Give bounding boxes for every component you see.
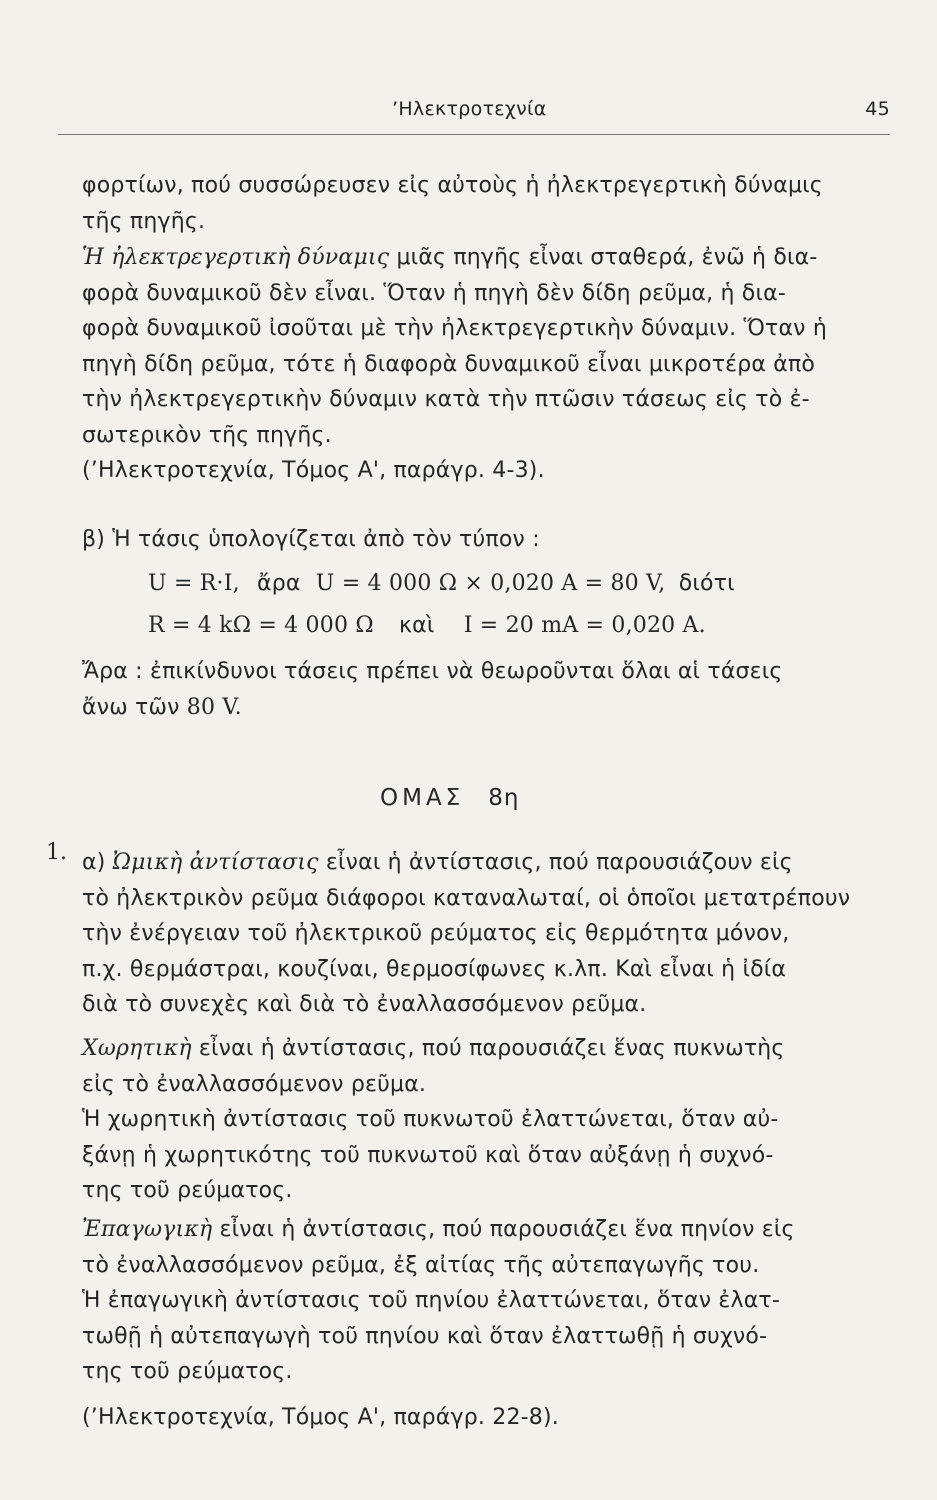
text-line: τὸ ἐναλλασσόμενον ρεῦμα, ἐξ αἰτίας τῆς αὐτεπαγωγῆς του. <box>82 1252 760 1278</box>
text-line: Ἡ ἐπαγωγικὴ ἀντίστασις τοῦ πηνίου ἐλαττώνεται, ὅταν ἐλατ- <box>82 1288 780 1313</box>
text-line: β) Ἡ τάσις ὑπολογίζεται ἀπὸ τὸν τύπον : <box>82 527 540 552</box>
term-ohmic: Ὠμικὴ ἀντίστασις <box>112 850 319 875</box>
group-heading <box>380 785 519 811</box>
word-and: καὶ <box>398 612 435 638</box>
word-because: διότι <box>678 571 735 596</box>
term-inductive: Ἐπαγωγικὴ <box>82 1217 213 1242</box>
text-line: τὴν ἠλεκτρεγερτικὴν δύναμιν κατὰ τὴν πτῶσιν τάσεως εἰς τὸ ἐ- <box>82 387 810 412</box>
intro-paragraph <box>82 168 892 239</box>
text-line <box>82 1031 892 1067</box>
text-line: τῆς πηγῆς. <box>82 208 206 234</box>
group-number: 8η <box>488 785 520 811</box>
text-line: φορὰ δυναμικοῦ ἰσοῦται μὲ τὴν ἠλεκτρεγερτικὴν δύναμιν. Ὅταν ἡ <box>82 316 828 341</box>
text-line: ξάνῃ ἡ χωρητικότης τοῦ πυκνωτοῦ καὶ ὅταν αὐξάνῃ ἡ συχνό- <box>82 1142 774 1168</box>
text-line: σωτερικὸν τῆς πηγῆς. <box>82 422 332 448</box>
formula-line <box>148 566 892 602</box>
formula-current: I = 20 mA = 0,020 A. <box>463 612 706 638</box>
formula-resistance: R = 4 kΩ = 4 000 Ω <box>148 612 374 638</box>
text-line: Ἡ χωρητικὴ ἀντίστασις τοῦ πυκνωτοῦ ἐλαττώνεται, ὅταν αὐ- <box>82 1107 779 1132</box>
text-line <box>82 1212 892 1248</box>
formula-block <box>148 566 892 643</box>
text-line <box>82 845 892 881</box>
page-number: 45 <box>865 98 890 120</box>
item-label: α) <box>82 850 106 875</box>
formula-result: U = 4 000 Ω × 0,020 A = 80 V, <box>315 571 666 596</box>
text-line: της τοῦ ρεύματος. <box>82 1359 293 1384</box>
text-span: εἶναι ἡ ἀντίστασις, πού παρουσιάζουν εἰς <box>318 850 793 875</box>
text-line: διὰ τὸ συνεχὲς καὶ διὰ τὸ ἐναλλασσόμενον ρεῦμα. <box>82 992 647 1017</box>
emf-paragraph <box>82 240 892 489</box>
text-span: εἶναι ἡ ἀντίστασις, πού παρουσιάζει ἕνα πηνίον εἰς <box>212 1217 795 1242</box>
item1-reference <box>82 1400 892 1436</box>
group-title: ΟΜΑΣ <box>380 785 465 811</box>
page-header <box>82 98 890 134</box>
text-line: φορὰ δυναμικοῦ δὲν εἶναι. Ὅταν ἡ πηγὴ δὲν δίδη ρεῦμα, ἡ δια- <box>82 280 786 306</box>
text-line: πηγὴ δίδη ρεῦμα, τότε ἡ διαφορὰ δυναμικοῦ εἶναι μικροτέρα ἀπὸ <box>82 351 816 377</box>
running-title: ’Ηλεκτροτεχνία <box>392 98 547 120</box>
reference-line: (’Ηλεκτροτεχνία, Τόμος Α', παράγρ. 22-8). <box>82 1405 559 1430</box>
text-line: φορτίων, πού συσσώρευσεν εἰς αὐτοὺς ἡ ἠλεκτρεγερτικὴ δύναμις <box>82 173 823 198</box>
header-rule <box>58 134 890 135</box>
voltage-value: 80 V. <box>186 694 242 720</box>
term-capacitive: Χωρητικὴ <box>82 1036 192 1061</box>
part-b-paragraph <box>82 522 892 558</box>
text-line: εἰς τὸ ἐναλλασσόμενον ρεῦμα. <box>82 1071 427 1097</box>
text-line: Ἄρα : ἐπικίνδυνοι τάσεις πρέπει νὰ θεωροῦνται ὅλαι αἱ τάσεις <box>82 659 783 684</box>
item-number: 1. <box>46 840 67 865</box>
text-line: της τοῦ ρεύματος. <box>82 1178 293 1203</box>
word-therefore: ἄρα <box>257 571 301 596</box>
capacitive-paragraph <box>82 1031 892 1209</box>
text-line <box>82 690 892 726</box>
formula-line <box>148 608 892 644</box>
text-line: τωθῇ ἡ αὐτεπαγωγὴ τοῦ πηνίου καὶ ὅταν ἐλαττωθῇ ἡ συχνό- <box>82 1323 768 1349</box>
conclusion-paragraph <box>82 654 892 725</box>
ohmic-paragraph <box>82 845 892 1023</box>
text-line: τὸ ἠλεκτρικὸν ρεῦμα διάφοροι καταναλωταί, οἱ ὁποῖοι μετατρέπουν <box>82 885 851 911</box>
text-line: π.χ. θερμάστραι, κουζίναι, θερμοσίφωνες κ.λπ. Καὶ εἶναι ἡ ἰδία <box>82 956 787 982</box>
inductive-paragraph <box>82 1212 892 1390</box>
text-span: μιᾶς πηγῆς εἶναι σταθερά, ἐνῶ ἡ δια- <box>389 245 818 270</box>
term-emf: Ἡ ἠλεκτρεγερτικὴ δύναμις <box>82 245 390 270</box>
text-span: εἶναι ἡ ἀντίστασις, πού παρουσιάζει ἕνας πυκνωτὴς <box>191 1036 785 1061</box>
formula-ui: U = R·I, <box>148 571 240 596</box>
text-span: ἄνω τῶν <box>82 694 180 720</box>
reference-line: (’Ηλεκτροτεχνία, Τόμος Α', παράγρ. 4-3). <box>82 458 545 483</box>
text-line <box>82 240 892 276</box>
text-line: τὴν ἐνέργειαν τοῦ ἠλεκτρικοῦ ρεύματος εἰς θερμότητα μόνον, <box>82 921 790 946</box>
